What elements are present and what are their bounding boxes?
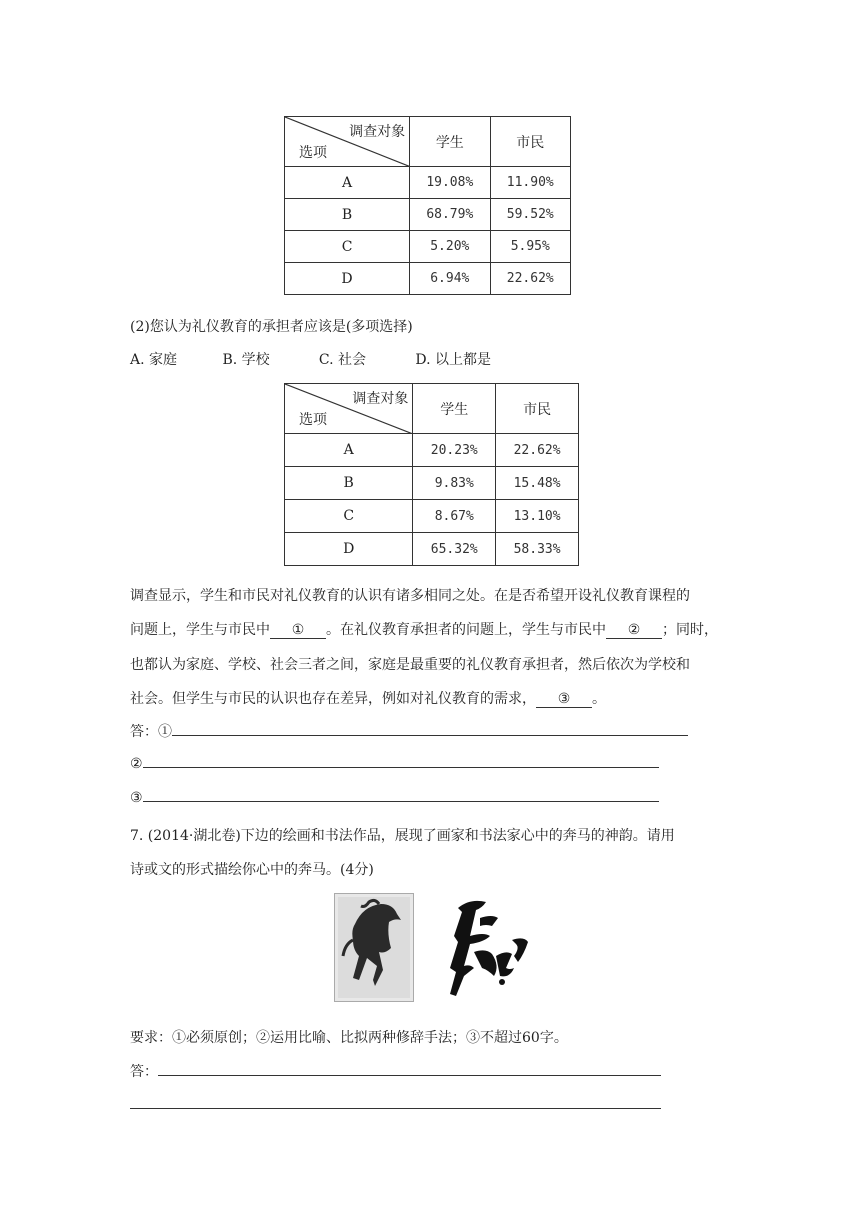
paragraph-text: 。 — [592, 691, 606, 707]
paragraph-text: ；同时， — [662, 622, 718, 638]
option-cell: D — [285, 533, 413, 566]
table-row — [285, 199, 571, 231]
citizens-cell: 59.52% — [490, 199, 570, 231]
horse-painting-icon — [335, 894, 413, 1001]
answer-field-1[interactable] — [172, 723, 688, 736]
paragraph-text: 社会。但学生与市民的认识也存在差异，例如对礼仪教育的需求， — [130, 691, 536, 707]
answer-label: 答： — [130, 1064, 158, 1080]
students-cell: 9.83% — [413, 467, 496, 500]
option-cell: D — [285, 263, 410, 295]
answer-label: ② — [130, 756, 143, 772]
answer-label: 答：① — [130, 724, 172, 740]
citizens-cell: 22.62% — [490, 263, 570, 295]
citizens-cell: 22.62% — [496, 434, 579, 467]
corner-bottom-label: 选项 — [299, 145, 327, 161]
option-a: A. 家庭 — [130, 352, 178, 368]
students-cell: 6.94% — [410, 263, 490, 295]
answer-line-q7 — [130, 1061, 661, 1081]
column-header-citizens: 市民 — [490, 117, 570, 167]
table-row — [285, 533, 579, 566]
fill-blank-1: ① — [270, 622, 326, 639]
students-cell: 20.23% — [413, 434, 496, 467]
horse-calligraphy-image — [440, 896, 532, 1000]
option-cell: C — [285, 500, 413, 533]
answer-field-q7-2[interactable] — [130, 1096, 661, 1109]
students-cell: 19.08% — [410, 167, 490, 199]
column-header-students: 学生 — [413, 384, 496, 434]
corner-bottom-label: 选项 — [299, 412, 327, 428]
requirement-text: 要求：①必须原创；②运用比喻、比拟两种修辞手法；③不超过60字。 — [130, 1030, 568, 1046]
paragraph-text: 。在礼仪教育承担者的问题上，学生与市民中 — [326, 622, 606, 638]
table-corner-header — [285, 117, 410, 167]
citizens-cell: 11.90% — [490, 167, 570, 199]
survey-table-1 — [284, 116, 571, 295]
question-2-text: (2)您认为礼仪教育的承担者应该是(多项选择) — [130, 319, 413, 335]
horse-painting-image — [334, 893, 414, 1002]
answer-field-2[interactable] — [143, 755, 659, 768]
answer-field-3[interactable] — [143, 789, 659, 802]
option-cell: C — [285, 231, 410, 263]
corner-top-label: 调查对象 — [349, 124, 406, 140]
option-c: C. 社会 — [318, 352, 367, 368]
answer-line-2 — [130, 755, 659, 772]
column-header-students: 学生 — [410, 117, 490, 167]
paragraph-text: 问题上，学生与市民中 — [130, 622, 270, 638]
students-cell: 5.20% — [410, 231, 490, 263]
paragraph-line-2 — [130, 619, 718, 639]
answer-field-q7[interactable] — [158, 1063, 661, 1076]
students-cell: 68.79% — [410, 199, 490, 231]
option-b: B. 学校 — [222, 352, 270, 368]
option-cell: A — [285, 434, 413, 467]
paragraph-line-4 — [130, 688, 606, 708]
citizens-cell: 15.48% — [496, 467, 579, 500]
students-cell: 8.67% — [413, 500, 496, 533]
survey-table-2 — [284, 383, 579, 566]
table-row — [285, 167, 571, 199]
option-cell: B — [285, 199, 410, 231]
table-row — [285, 500, 579, 533]
citizens-cell: 13.10% — [496, 500, 579, 533]
answer-line-q7-2 — [130, 1096, 661, 1113]
option-d: D. 以上都是 — [415, 352, 491, 368]
question-7-line-1: 7. (2014·湖北卷)下边的绘画和书法作品，展现了画家和书法家心中的奔马的神韵。请用 — [130, 828, 675, 844]
table-corner-header — [285, 384, 413, 434]
table-row — [285, 434, 579, 467]
citizens-cell: 58.33% — [496, 533, 579, 566]
calligraphy-horse-icon — [440, 896, 532, 1000]
table-row — [285, 231, 571, 263]
fill-blank-2: ② — [606, 622, 662, 639]
column-header-citizens: 市民 — [496, 384, 579, 434]
answer-line-3 — [130, 789, 659, 806]
question-7-line-2: 诗或文的形式描绘你心中的奔马。(4分) — [130, 862, 374, 878]
fill-blank-3: ③ — [536, 691, 592, 708]
answer-line-1 — [130, 721, 688, 741]
table-row — [285, 467, 579, 500]
citizens-cell: 5.95% — [490, 231, 570, 263]
option-cell: A — [285, 167, 410, 199]
paragraph-line-1: 调查显示，学生和市民对礼仪教育的认识有诸多相同之处。在是否希望开设礼仪教育课程的 — [130, 588, 690, 604]
table-row — [285, 263, 571, 295]
paragraph-line-3: 也都认为家庭、学校、社会三者之间，家庭是最重要的礼仪教育承担者，然后依次为学校和 — [130, 657, 690, 673]
corner-top-label: 调查对象 — [352, 391, 409, 407]
question-2-options — [130, 349, 491, 369]
option-cell: B — [285, 467, 413, 500]
students-cell: 65.32% — [413, 533, 496, 566]
answer-label: ③ — [130, 790, 143, 806]
